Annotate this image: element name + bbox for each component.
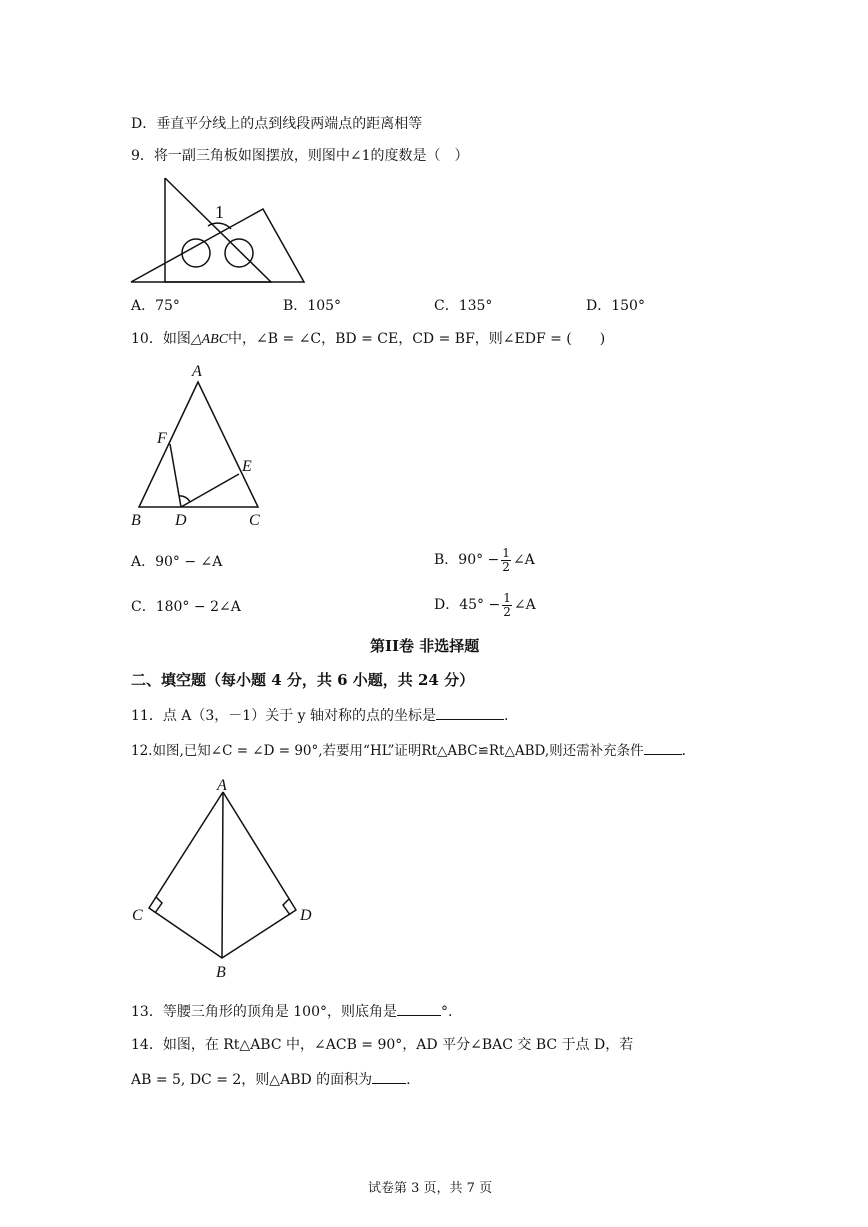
q10-label-e: E [242, 458, 252, 475]
q10-option-b-prefix: B．90° − [434, 552, 500, 568]
q10-option-a: A．90° − ∠A [131, 554, 223, 570]
q10-option-c: C．180° − 2∠A [131, 599, 241, 615]
q9-option-d: D．150° [586, 298, 645, 314]
q9-option-a: A．75° [131, 298, 180, 314]
fraction-numerator: 1 [503, 590, 511, 605]
fraction-denominator: 2 [503, 604, 511, 619]
q10-label-f: F [157, 430, 167, 447]
q8-option-d: D．垂直平分线上的点到线段两端点的距离相等 [131, 116, 423, 132]
q10-label-a: A [192, 363, 202, 380]
q11-answer-blank [436, 705, 504, 720]
q13 [131, 1001, 452, 1021]
q9-option-b: B．105° [283, 298, 342, 314]
q10-label-b: B [131, 512, 141, 529]
q12-answer-blank [644, 740, 682, 755]
q10-option-d [434, 587, 536, 623]
q14-end: . [406, 1072, 411, 1088]
q10-option-b-fraction [501, 547, 511, 574]
q10-option-b-suffix: ∠A [512, 552, 535, 568]
q10-label-c: C [249, 512, 260, 529]
q14-line1: 14．如图，在 Rt△ABC 中，∠ACB = 90°，AD 平分∠BAC 交 BC 于点 D，若 [131, 1037, 634, 1053]
q11-text: 11．点 A（3，－1）关于 y 轴对称的点的坐标是 [131, 708, 436, 724]
q10-option-d-suffix: ∠A [513, 597, 536, 613]
q9-angle-label: 1 [215, 202, 224, 222]
q14-answer-blank [372, 1069, 406, 1084]
q14-text: AB = 5, DC = 2，则△ABD 的面积为 [131, 1072, 373, 1088]
q13-answer-blank [397, 1001, 441, 1016]
q13-text: 13．等腰三角形的顶角是 100°，则底角是 [131, 1004, 397, 1020]
fraction-denominator: 2 [502, 559, 510, 574]
q12 [131, 740, 686, 760]
q10-option-d-prefix: D．45° − [434, 597, 501, 613]
q10-stem-rest: 中，∠B = ∠C，BD = CE，CD = BF，则∠EDF = ( ) [228, 331, 606, 347]
q10-stem-triangle: △ABC [190, 332, 229, 347]
q10-stem-prefix: 10．如图 [131, 331, 191, 347]
q9-option-c: C．135° [434, 298, 493, 314]
fraction-numerator: 1 [502, 545, 510, 560]
q12-label-c: C [132, 907, 143, 924]
q12-label-a: A [217, 777, 227, 794]
q12-label-d: D [300, 907, 312, 924]
q10-stem [131, 330, 605, 349]
q11-end: . [504, 708, 509, 724]
part2-title: 二、填空题（每小题 4 分，共 6 小题，共 24 分） [131, 671, 475, 689]
q12-label-b: B [216, 964, 226, 981]
q10-option-d-fraction [502, 592, 512, 619]
q11 [131, 705, 508, 725]
q12-end: . [681, 743, 686, 759]
q10-option-b [434, 542, 535, 578]
q9-stem: 9．将一副三角板如图摆放，则图中∠1的度数是（ ） [131, 148, 469, 164]
q13-end: °. [441, 1004, 453, 1020]
page-footer: 试卷第 3 页，共 7 页 [368, 1181, 493, 1196]
q14-line2 [131, 1069, 411, 1089]
q12-text: 12.如图,已知∠C = ∠D = 90°,若要用“HL”证明Rt△ABC≌Rt△ABD,则还需补充条件 [131, 743, 644, 759]
q10-label-d: D [175, 512, 187, 529]
section-title: 第II卷 非选择题 [370, 637, 480, 655]
